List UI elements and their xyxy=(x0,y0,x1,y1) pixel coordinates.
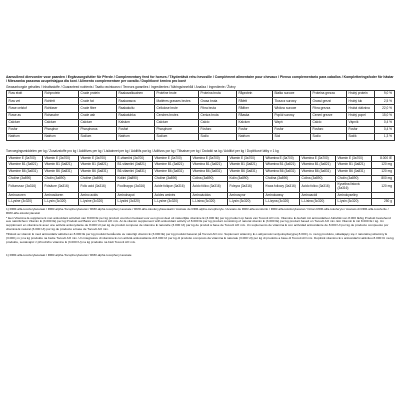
additive-cell: Foolihappo (3a316) xyxy=(116,182,153,192)
composition-cell: Fosforo xyxy=(311,126,347,133)
additive-cell: Vitamine B6 (3a831) xyxy=(153,168,191,175)
composition-cell: Calcio xyxy=(311,119,347,126)
composition-cell: Sód xyxy=(273,134,311,141)
additive-value: 120 mg xyxy=(372,162,395,169)
additive-cell: Vitamin E (3a700) xyxy=(79,155,116,162)
composition-cell: Fósforo xyxy=(199,126,237,133)
composition-cell: Crude ash xyxy=(79,112,117,119)
composition-cell: Råprotein xyxy=(237,91,273,98)
additive-cell: Vitamine B1 (3a821) xyxy=(7,162,43,169)
additive-cell: Vitamin B1 (3a821) xyxy=(43,162,79,169)
composition-cell: Calcium xyxy=(43,119,79,126)
composition-cell: Cendres brutes xyxy=(155,112,199,119)
composition-cell: Włókno surowe xyxy=(273,105,311,112)
additive-row xyxy=(7,155,395,162)
composition-row xyxy=(7,98,395,105)
additive-cell: Aminoacidi xyxy=(300,192,336,199)
additive-value: 250 g xyxy=(372,199,395,206)
additive-cell: Vitamine B1 (3a821) xyxy=(153,162,191,169)
composition-value: 2,5 % xyxy=(375,98,395,105)
footnote-2: * Een Vitamine E-supplement met antioxidant activiteit van 8.000 IE per kg product voorzien bestaat voor een groot deel uit natuurlijke vitamine E (3.000 IE) per kg product op basis van Tocovit AO mix. Vitamine E-Gehalt mit antioxidativer Aktivität von 8.000 IE/kg Produkt bestehend aus natürlichem Vitamin E (3.000 IE) per kg Produkt auf Basis von Tocovit AO mix. An E-vitamin supplement with antioxidant activity of 8.000 IE per kg product consisting of natural vitamin E (3.000 IE) per kg product based on Tocovit AO mix. Ein Vitamin E mit 8.000 IE / kg. Un supplément en vitamine E avec une activité antioxydante de 8.000 UI par kg de produit composé de vitamine E naturelle (3.000 UI) par kg de produit à base de Tocovit AO mix. Un suplemento de vitamina E con actividad antioxidante de 8.000 UI por kg de producto compuesto por vitamina E natural (3.000 UI) por kg de producto a base de Tocovit AO mix. xyxy=(6,215,391,232)
composition-row xyxy=(7,126,395,133)
composition-cell: Calcium xyxy=(79,119,117,126)
composition-cell: Rohfett xyxy=(43,98,79,105)
additive-cell: Vitamin B6 (3a831) xyxy=(228,168,264,175)
additive-cell: Ácido fólico (3a316) xyxy=(191,182,228,192)
composition-value: 0,4 % xyxy=(375,119,395,126)
composition-value: 1,3 % xyxy=(375,134,395,141)
additive-cell: Vitamin B1 (3a821) xyxy=(79,162,116,169)
additives-heading: Toevoegingsmiddelen per kg / Zusatzstoffe pro kg / Additives per kg / Lisäaineet per kg / Additifs par kg / Aditivos por kg / Tillsatser per kg / Dodatki na kg / Additivi per kg / Doplňkové látky v 1 kg xyxy=(6,149,279,154)
additive-cell: Witamina B6 (3a831) xyxy=(264,168,300,175)
additive-cell: Colina (3a890) xyxy=(300,175,336,182)
additive-value xyxy=(372,192,395,199)
composition-row xyxy=(7,119,395,126)
additive-cell: Vitamine E (3a700) xyxy=(153,155,191,162)
composition-cell: Proteina grezza xyxy=(311,91,347,98)
composition-cell: Ceniza bruta xyxy=(199,112,237,119)
additives-table xyxy=(6,155,395,207)
composition-cell: Rohfaser xyxy=(43,105,79,112)
composition-cell: Protéine brute xyxy=(155,91,199,98)
footnote-1: 1) RRR-alfa-tocoferylacetaat / RRR-alpha-Tocopherylacetat / RRR-alpha tocopheryl acetate / RRR-alfa-tokoferyyliasetaatti / Acétate de RRR-alpha-tocophéryle / Acetato de RRR-alfa-tocoferilo / RRR-alfa-tokoferylacetat / Octan RRR-alfa-tokoferylu / Acetato di RRR-alfa-tocoferile / RRR-alfa-tokoferylacetát xyxy=(6,207,389,216)
additive-cell: Aminokyseliny xyxy=(336,192,372,199)
composition-row xyxy=(7,105,395,112)
additive-cell: L-Lisina (3c320) xyxy=(191,199,228,206)
composition-cell: Calcio xyxy=(199,119,237,126)
composition-row xyxy=(7,91,395,98)
composition-value: 22,0 % xyxy=(375,105,395,112)
additive-row xyxy=(7,162,395,169)
composition-row xyxy=(7,112,395,119)
composition-cell: Phosphore xyxy=(155,126,199,133)
additive-cell: Aminozuren xyxy=(7,192,43,199)
additive-cell: Koliini (3a890) xyxy=(116,175,153,182)
additive-cell: Vitamina B6 (3a831) xyxy=(300,168,336,175)
additive-cell: Aminokwasy xyxy=(264,192,300,199)
additive-cell: Acides aminés xyxy=(153,192,191,199)
composition-cell: Crude fat xyxy=(79,98,117,105)
composition-cell: Raakavalkuainen xyxy=(117,91,155,98)
composition-value: 15,0 % xyxy=(375,112,395,119)
composition-cell: Sodio xyxy=(311,134,347,141)
additive-cell: Vitamin E (3a700) xyxy=(336,155,372,162)
additive-cell: Amino acids xyxy=(79,192,116,199)
composition-cell: Raakakuitu xyxy=(117,105,155,112)
composition-cell: Wapń xyxy=(273,119,311,126)
composition-cell: Hrubá vláknina xyxy=(347,105,375,112)
additive-cell: Witamina B1 (3a821) xyxy=(264,162,300,169)
label-document xyxy=(6,75,394,257)
additive-cell: Witamina E (3a700) xyxy=(264,155,300,162)
composition-cell: Phosphor xyxy=(43,126,79,133)
additive-cell: Vitamina E (3a700) xyxy=(300,155,336,162)
additive-cell: Vitamin E (3a700) xyxy=(43,155,79,162)
composition-cell: Fosfor xyxy=(237,126,273,133)
composition-cell: Ruwe as xyxy=(7,112,43,119)
additive-cell: B6-vitamiini (3a831) xyxy=(116,168,153,175)
additive-cell: Acide folique (3a316) xyxy=(153,182,191,192)
footnote-3: Tillskott av vitamin E med antioxidativ aktivitet av 8.000 IE per kg produkt bestående av naturligt vitamin E (3.000 IE) per kg produkt baserat på Tocovit AO mix. Suplement witaminy E o aktywności antyoksydacyjnej 8.000 j.m. na kg produktu, składający się z naturalnej witaminy E (3.000 j.m.) na kg produktu na bazie Tocovit AO mix. Un integratore di vitamina E con attività antiossidante di 8.000 UI per kg di prodotto composto da vitamina E naturale (3.000 UI) per kg di prodotto a base di Tocovit AO mix. Doplněk vitaminu E s antioxidační aktivitou 8.000 IU na kg produktu, sestávající z přírodního vitaminu E (3.000 IU) na kg produktu na bázi Tocovit AO mix. xyxy=(6,231,394,244)
composition-cell: Ruw eiwit xyxy=(7,91,43,98)
additive-row xyxy=(7,199,395,206)
additive-cell: Aminohapot xyxy=(116,192,153,199)
composition-cell: Cellulose brute xyxy=(155,105,199,112)
additive-row xyxy=(7,168,395,175)
additive-cell: Vitamina E (3a700) xyxy=(191,155,228,162)
composition-cell: Phosphorus xyxy=(79,126,117,133)
additive-cell: Aminoácidos xyxy=(191,192,228,199)
composition-cell: Fosfor xyxy=(7,126,43,133)
additive-cell: L-Lysine (3c320) xyxy=(7,199,43,206)
composition-cell: Raakarasva xyxy=(117,98,155,105)
composition-cell: Sodík xyxy=(347,134,375,141)
additive-value: 120 mg xyxy=(372,182,395,192)
additive-cell: Vitamine B6 (3a831) xyxy=(7,168,43,175)
composition-cell: Ruwe celstof xyxy=(7,105,43,112)
composition-cell: Råaska xyxy=(237,112,273,119)
additive-cell: L-Lysin (3c320) xyxy=(43,199,79,206)
additive-cell: L-Lysine (3c320) xyxy=(153,199,191,206)
composition-cell: Ruw vet xyxy=(7,98,43,105)
composition-cell: Popiół surowy xyxy=(273,112,311,119)
composition-cell: Matières grasses brutes xyxy=(155,98,199,105)
additive-cell: Vitamine E (3a700) xyxy=(7,155,43,162)
additive-cell: Folsyra (3a316) xyxy=(228,182,264,192)
additive-cell: Cholin (3a890) xyxy=(43,175,79,182)
additive-cell: Folsäure (3a316) xyxy=(43,182,79,192)
composition-cell: Sodio xyxy=(199,134,237,141)
guaranteed-nutrients-heading: Gewaarborgde gehaltes / Inhaltsstoffe / Guaranteed nutrients / Taattu ravintoarvo / Teneurs garanties / Ingredientes / Näringsinnehåll / Analiza / Ingrediente / Živiny xyxy=(6,84,236,89)
additive-value: 8.000 IE xyxy=(372,155,395,162)
additive-cell: Vitamin B6 (3a831) xyxy=(336,168,372,175)
additive-cell: Choline (3a890) xyxy=(7,175,43,182)
additive-cell: Choline (3a890) xyxy=(153,175,191,182)
composition-cell: Rohprotein xyxy=(43,91,79,98)
additive-row xyxy=(7,175,395,182)
additive-cell: Vitamina B1 (3a821) xyxy=(191,162,228,169)
additive-cell: Foliumzuur (3a316) xyxy=(7,182,43,192)
additive-row xyxy=(7,192,395,199)
composition-cell: Vápník xyxy=(347,119,375,126)
composition-table xyxy=(6,90,395,141)
additive-cell: Folic acid (3a316) xyxy=(79,182,116,192)
additive-cell: Acido folico (3a316) xyxy=(300,182,336,192)
composition-cell: Grassi grezzi xyxy=(311,98,347,105)
additive-cell: Kolin (3a890) xyxy=(228,175,264,182)
additive-cell: L-lysiini (3c320) xyxy=(116,199,153,206)
composition-cell: Fibra bruta xyxy=(199,105,237,112)
additive-cell: Kwas foliowy (3a316) xyxy=(264,182,300,192)
composition-cell: Råfiber xyxy=(237,105,273,112)
composition-cell: Crude fibre xyxy=(79,105,117,112)
additive-cell: Aminosäuren xyxy=(43,192,79,199)
feed-type-heading: Aanvullend diervoeder voor paarden / Ergänzungsfutter für Pferde / Complementary feed for horses / Täydentävä rehu hevosille / Complément alimentaire pour chevaux / Pienso complementario para caballos / Kompletteringsfoder för hästar / Mieszanka paszowa uzupełniająca dla koni / Alimento complementare per cavallo / Doplňkové krmivo pro koně xyxy=(6,75,394,84)
additive-value: 800 mg xyxy=(372,175,395,182)
composition-cell: Råfett xyxy=(237,98,273,105)
composition-cell: Kalcium xyxy=(237,119,273,126)
composition-cell: Natrium xyxy=(237,134,273,141)
additive-cell: Vitamin B6 (3a831) xyxy=(43,168,79,175)
additive-cell: Vitamina B1 (3a821) xyxy=(300,162,336,169)
additive-cell: Kyselina listová (3a316) xyxy=(336,182,372,192)
composition-row xyxy=(7,134,395,141)
composition-cell: Tłuszcz surowy xyxy=(273,98,311,105)
composition-cell: Fibra grezza xyxy=(311,105,347,112)
composition-cell: Ceneri grezze xyxy=(311,112,347,119)
footnote-tail: 1) RRR-alfa-tocoferylacetaat / RRR-alpha-Tocopherylacetat / RRR-alpha tocopheryl acetate xyxy=(6,252,132,257)
additive-cell: Cholin (3a890) xyxy=(336,175,372,182)
composition-cell: Fosfor xyxy=(273,126,311,133)
additive-value: 120 mg xyxy=(372,168,395,175)
composition-cell: Natrium xyxy=(43,134,79,141)
additive-cell: Aminosyror xyxy=(228,192,264,199)
additive-cell: B1-vitamiini (3a821) xyxy=(116,162,153,169)
composition-cell: Sodium xyxy=(155,134,199,141)
composition-cell: Białko surowe xyxy=(273,91,311,98)
additive-cell: Vitamin B1 (3a821) xyxy=(336,162,372,169)
additive-cell: L-lysin (3c320) xyxy=(336,199,372,206)
additive-cell: L-lysine (3c320) xyxy=(79,199,116,206)
composition-value: 9,0 % xyxy=(375,91,395,98)
composition-cell: Natrium xyxy=(117,134,155,141)
composition-cell: Grasa bruta xyxy=(199,98,237,105)
additive-cell: L-lysin (3c320) xyxy=(228,199,264,206)
additive-cell: Vitamin E (3a700) xyxy=(228,155,264,162)
additive-cell: L-Lizyna (3c320) xyxy=(264,199,300,206)
composition-cell: Rohasche xyxy=(43,112,79,119)
composition-cell: Fosfori xyxy=(117,126,155,133)
additive-cell: Colina (3a890) xyxy=(191,175,228,182)
composition-cell: Proteína bruta xyxy=(199,91,237,98)
composition-cell: Hrubý popel xyxy=(347,112,375,119)
additive-cell: Cholina (3a890) xyxy=(264,175,300,182)
additive-cell: L-Lisina (3c320) xyxy=(300,199,336,206)
composition-cell: Natrium xyxy=(7,134,43,141)
composition-cell: Crude protein xyxy=(79,91,117,98)
composition-cell: Hrubý protein xyxy=(347,91,375,98)
additive-cell: Vitamin B1 (3a821) xyxy=(228,162,264,169)
additive-row xyxy=(7,182,395,192)
footnotes xyxy=(6,208,394,244)
composition-cell: Kalsium xyxy=(117,119,155,126)
composition-cell: Fosfor xyxy=(347,126,375,133)
composition-value: 0,4 % xyxy=(375,126,395,133)
additive-cell: Vitamina B6 (3a831) xyxy=(191,168,228,175)
composition-cell: Sodium xyxy=(79,134,117,141)
composition-cell: Raakatuhka xyxy=(117,112,155,119)
additive-cell: E-vitamiini (3a700) xyxy=(116,155,153,162)
additive-cell: Choline (3a890) xyxy=(79,175,116,182)
additive-cell: Vitamin B6 (3a831) xyxy=(79,168,116,175)
composition-cell: Hrubý tuk xyxy=(347,98,375,105)
composition-cell: Calcium xyxy=(7,119,43,126)
composition-cell: Calcium xyxy=(155,119,199,126)
